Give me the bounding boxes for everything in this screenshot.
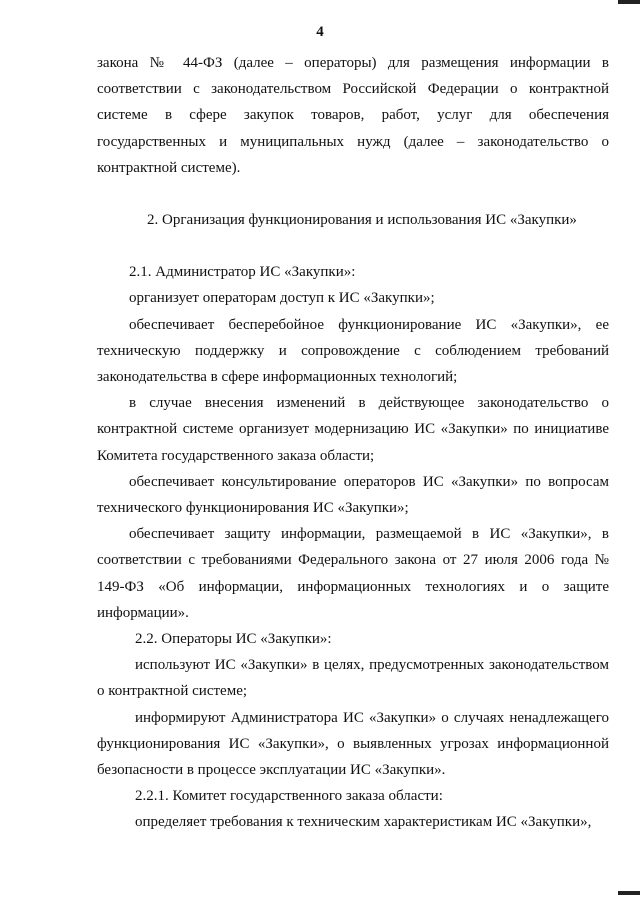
list-item: в случае внесения изменений в действующее законодательство о контрактной системе организует модернизацию ИС «Закупки» по инициативе Комитета государственного заказа области; xyxy=(97,395,609,464)
page-number: 4 xyxy=(316,24,324,40)
document-body xyxy=(97,50,609,836)
list-item: обеспечивает бесперебойное функционирование ИС «Закупки», ее техническую поддержку и сопровождение с соблюдением требований законодательства в сфере информационных технологий; xyxy=(97,316,609,386)
subsection-heading-2-1: 2.1. Администратор ИС «Закупки»: xyxy=(129,264,356,281)
subsection-heading-2-2-1: 2.2.1. Комитет государственного заказа области: xyxy=(135,788,443,805)
scan-mark-bottom xyxy=(618,891,640,895)
list-item: организует операторам доступ к ИС «Закупки»; xyxy=(129,290,435,307)
list-item: используют ИС «Закупки» в целях, предусмотренных законодательством о контрактной системе; xyxy=(97,657,609,700)
list-item: определяет требования к техническим характеристикам ИС «Закупки», xyxy=(135,814,592,831)
scan-mark-top xyxy=(618,0,640,4)
list-item: информируют Администратора ИС «Закупки» о случаях ненадлежащего функционирования ИС «Закупки», о выявленных угрозах информационной безопасности в процессе эксплуатации ИС «Закупки». xyxy=(97,709,609,779)
list-item: обеспечивает защиту информации, размещаемой в ИС «Закупки», в соответствии с требованиями Федерального закона от 27 июля 2006 года № 149-ФЗ «Об информации, информационных технологиях и о защите информации». xyxy=(97,526,609,621)
subsection-heading-2-2: 2.2. Операторы ИС «Закупки»: xyxy=(135,631,332,648)
section-heading: 2. Организация функционирования и использования ИС «Закупки» xyxy=(147,212,577,229)
paragraph-continuation: закона № 44-ФЗ (далее – операторы) для размещения информации в соответствии с законодательством Российской Федерации о контрактной системе в сфере закупок товаров, работ, услуг для обеспечения государственных и муниципальных нужд (далее – законодательство о контрактной системе). xyxy=(97,55,609,176)
list-item: обеспечивает консультирование операторов ИС «Закупки» по вопросам технического функционирования ИС «Закупки»; xyxy=(97,473,609,517)
